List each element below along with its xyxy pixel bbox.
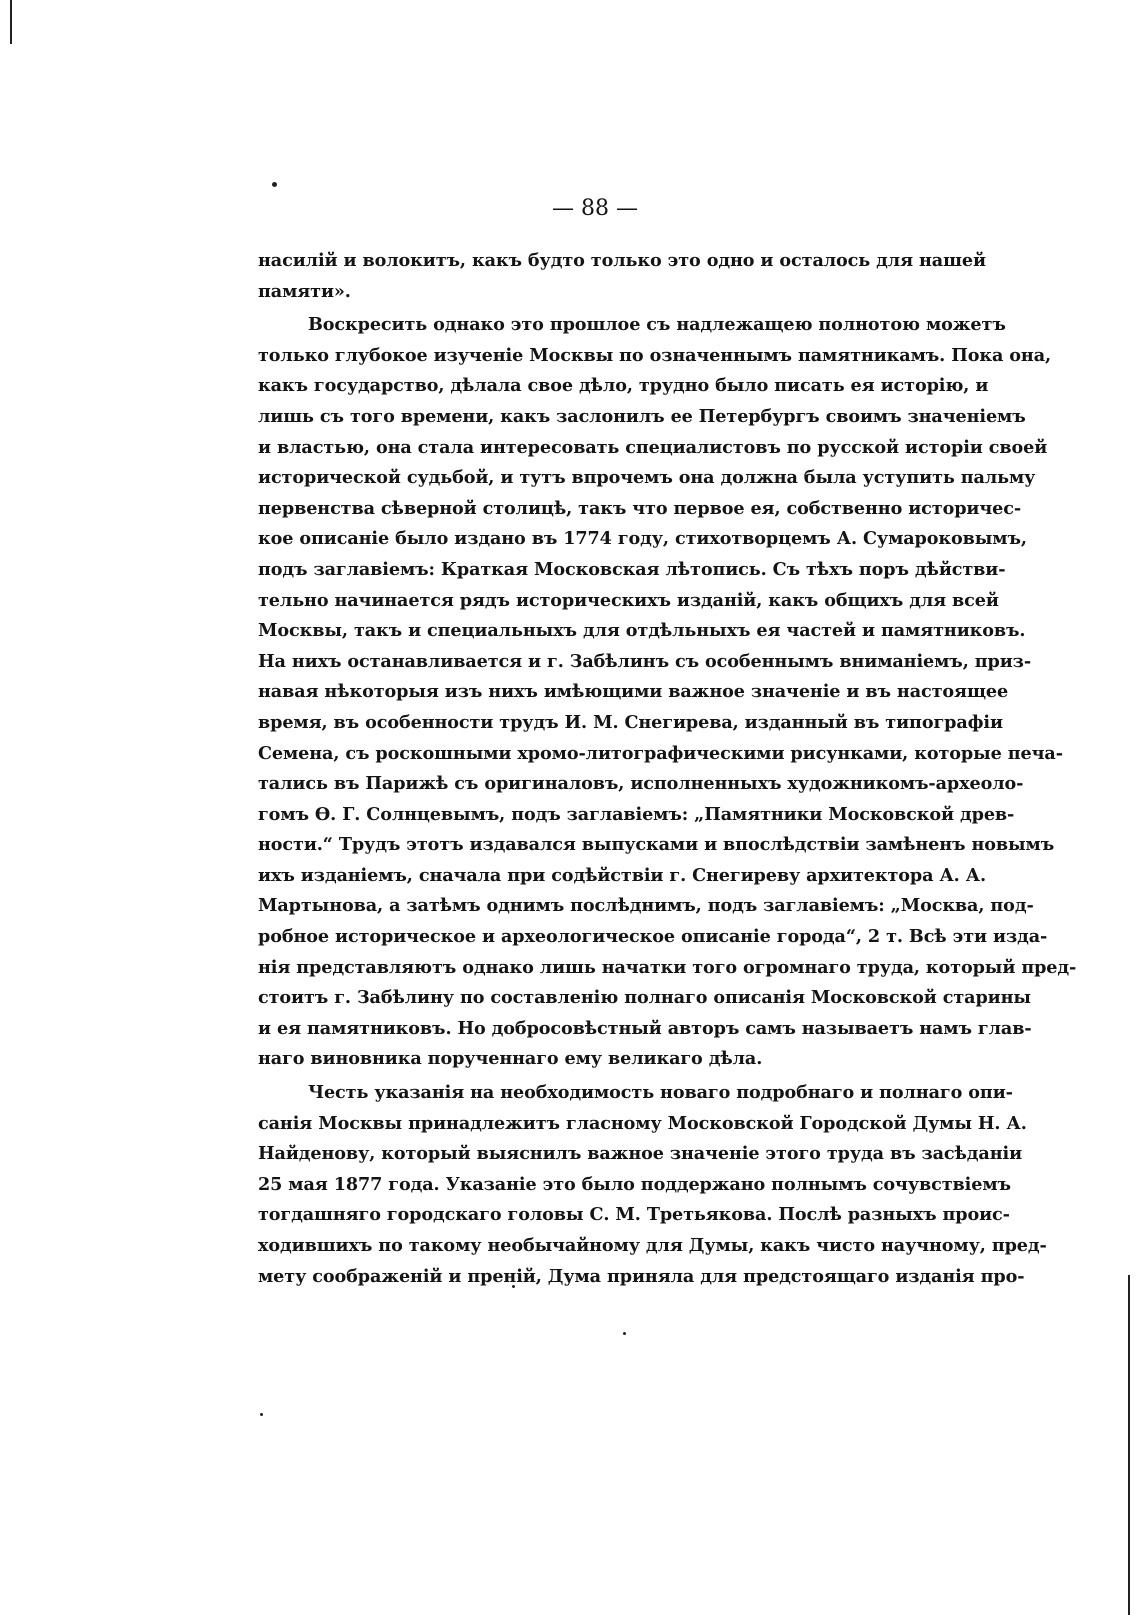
text-line: памяти». (258, 280, 351, 302)
text-line: Воскресить однако это прошлое съ надлежащею полнотою можетъ (308, 314, 1006, 336)
text-line: Честь указанія на необходимость новаго подробнаго и полнаго опи- (308, 1082, 1013, 1104)
text-line: тогдашняго городскаго головы С. М. Третьякова. Послѣ разныхъ проис- (258, 1204, 1010, 1226)
text-line: 25 мая 1877 года. Указаніе это было поддержано полнымъ сочувствіемъ (258, 1173, 1011, 1195)
text-line: исторической судьбой, и тутъ впрочемъ она должна была уступить пальму (258, 467, 1036, 489)
text-line: лишь съ того времени, какъ заслонилъ ее Петербургъ своимъ значеніемъ (258, 405, 1026, 427)
paragraph (258, 1078, 1047, 1292)
paragraph (258, 310, 1077, 1075)
text-line: Найденову, который выяснилъ важное значеніе этого труда въ засѣданіи (258, 1143, 1023, 1165)
page-edge-right (1128, 1275, 1130, 1615)
text-line: На нихъ останавливается и г. Забѣлинъ съ особеннымъ вниманіемъ, приз- (258, 650, 1032, 672)
text-line: робное историческое и археологическое описаніе города“, 2 т. Всѣ эти изда- (258, 926, 1048, 948)
text-line: насилій и волокитъ, какъ будто только это одно и осталось для нашей (258, 250, 986, 271)
text-line: ходившихъ по такому необычайному для Думы, какъ чисто научному, пред- (258, 1235, 1047, 1256)
text-line: ихъ изданіемъ, сначала при содѣйствіи г. Снегиреву архитектора А. А. (258, 864, 986, 886)
text-line: тались въ Парижѣ съ оригиналовъ, исполненныхъ художникомъ-археоло- (258, 773, 1024, 795)
text-line: время, въ особенности трудъ И. М. Снегирева, изданный въ типографіи (258, 711, 1003, 733)
text-line: ности.“ Трудъ этотъ издавался выпусками и впослѣдствіи замѣненъ новымъ (258, 834, 1055, 856)
text-line: Семена, съ роскошными хромо-литографическими рисунками, которые печа- (258, 742, 1063, 764)
page-number: — 88 — (552, 196, 638, 221)
text-line: какъ государство, дѣлала свое дѣло, трудно было писать ея исторію, и (258, 375, 989, 397)
text-line: и властью, она стала интересовать специалистовъ по русской исторіи своей (258, 436, 1048, 458)
text-line: гомъ Ѳ. Г. Солнцевымъ, подъ заглавіемъ: „Памятники Московской древ- (258, 803, 1015, 825)
text-line: навая нѣкоторыя изъ нихъ имѣющими важное значеніе и въ настоящее (258, 681, 1009, 703)
ink-speck (272, 182, 277, 187)
text-line: подъ заглавіемъ: Краткая Московская лѣтопись. Съ тѣхъ поръ дѣйстви- (258, 558, 1006, 580)
ink-speck (623, 1332, 626, 1335)
page-edge-left (10, 0, 12, 44)
text-line: санія Москвы принадлежитъ гласному Московской Городской Думы Н. А. (258, 1112, 1027, 1134)
text-line: первенства сѣверной столицѣ, такъ что первое ея, собственно историчес- (258, 497, 1022, 519)
ink-speck (260, 1413, 263, 1416)
text-line: Мартынова, а затѣмъ однимъ послѣднимъ, подъ заглавіемъ: „Москва, под- (258, 895, 1034, 917)
text-line: мету соображеній и преній, Дума приняла для предстоящаго изданія про- (258, 1265, 1025, 1287)
text-line: кое описаніе было издано въ 1774 году, стихотворцемъ А. Сумароковымъ, (258, 528, 1027, 550)
text-line: нія представляютъ однако лишь начатки того огромнаго труда, который пред- (258, 956, 1077, 978)
text-line: только глубокое изученіе Москвы по означеннымъ памятникамъ. Пока она, (258, 344, 1052, 366)
text-line: Москвы, такъ и специальныхъ для отдѣльныхъ ея частей и памятниковъ. (258, 620, 1026, 642)
text-line: и ея памятниковъ. Но добросовѣстный авторъ самъ называетъ намъ глав- (258, 1017, 1032, 1039)
text-line: наго виновника порученнаго ему великаго дѣла. (258, 1048, 763, 1070)
text-line: тельно начинается рядъ историческихъ изданій, какъ общихъ для всей (258, 589, 999, 611)
paragraph (258, 246, 986, 307)
text-line: стоитъ г. Забѣлину по составленію полнаго описанія Московской старины (258, 987, 1031, 1009)
body-text (258, 246, 1077, 1292)
